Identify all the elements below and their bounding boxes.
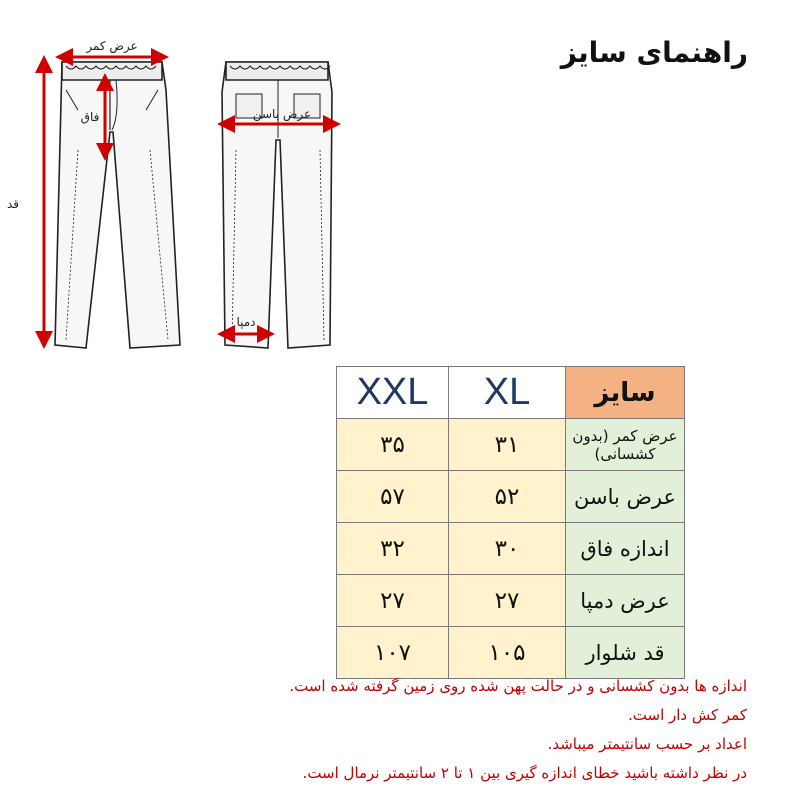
value-xxl: ۲۷ bbox=[337, 575, 449, 627]
table-row bbox=[337, 627, 685, 679]
value-xl: ۵۲ bbox=[449, 471, 566, 523]
size-notes bbox=[187, 672, 747, 788]
note-item: کمر کش دار است. bbox=[628, 706, 747, 724]
page-title: راهنمای سایز bbox=[560, 36, 748, 69]
row-label: اندازه فاق bbox=[566, 523, 685, 575]
table-row bbox=[337, 419, 685, 471]
hem-width-label: دمپا bbox=[236, 315, 256, 329]
table-row bbox=[337, 575, 685, 627]
length-label: قد bbox=[6, 197, 20, 211]
note-item: اندازه ها بدون کشسانی و در حالت پهن شده روی زمین گرفته شده است. bbox=[289, 677, 747, 695]
row-label: قد شلوار bbox=[566, 627, 685, 679]
size-header-xl: XL bbox=[449, 367, 566, 419]
value-xxl: ۳۲ bbox=[337, 523, 449, 575]
size-table bbox=[336, 366, 685, 679]
value-xxl: ۵۷ bbox=[337, 471, 449, 523]
row-label: عرض باسن bbox=[566, 471, 685, 523]
size-header-label: سایز bbox=[566, 367, 685, 419]
back-pants-drawing bbox=[222, 62, 332, 348]
value-xl: ۳۰ bbox=[449, 523, 566, 575]
value-xxl: ۱۰۷ bbox=[337, 627, 449, 679]
front-pants-drawing bbox=[55, 62, 180, 348]
row-label: عرض دمپا bbox=[566, 575, 685, 627]
size-header-xxl: XXL bbox=[337, 367, 449, 419]
rise-label: فاق bbox=[80, 110, 100, 124]
pants-diagram bbox=[0, 0, 360, 360]
value-xl: ۲۷ bbox=[449, 575, 566, 627]
note-item: اعداد بر حسب سانتیمتر میباشد. bbox=[547, 735, 747, 753]
value-xl: ۳۱ bbox=[449, 419, 566, 471]
table-row bbox=[337, 471, 685, 523]
value-xxl: ۳۵ bbox=[337, 419, 449, 471]
table-row bbox=[337, 523, 685, 575]
value-xl: ۱۰۵ bbox=[449, 627, 566, 679]
waist-width-label: عرض کمر bbox=[86, 39, 138, 53]
note-item: در نظر داشته باشید خطای اندازه گیری بین ۱ تا ۲ سانتیمتر نرمال است. bbox=[302, 764, 747, 782]
row-label: عرض کمر (بدون کشسانی) bbox=[566, 419, 685, 471]
hip-width-label: عرض باسن bbox=[252, 107, 312, 121]
size-table-header-row bbox=[337, 367, 685, 419]
